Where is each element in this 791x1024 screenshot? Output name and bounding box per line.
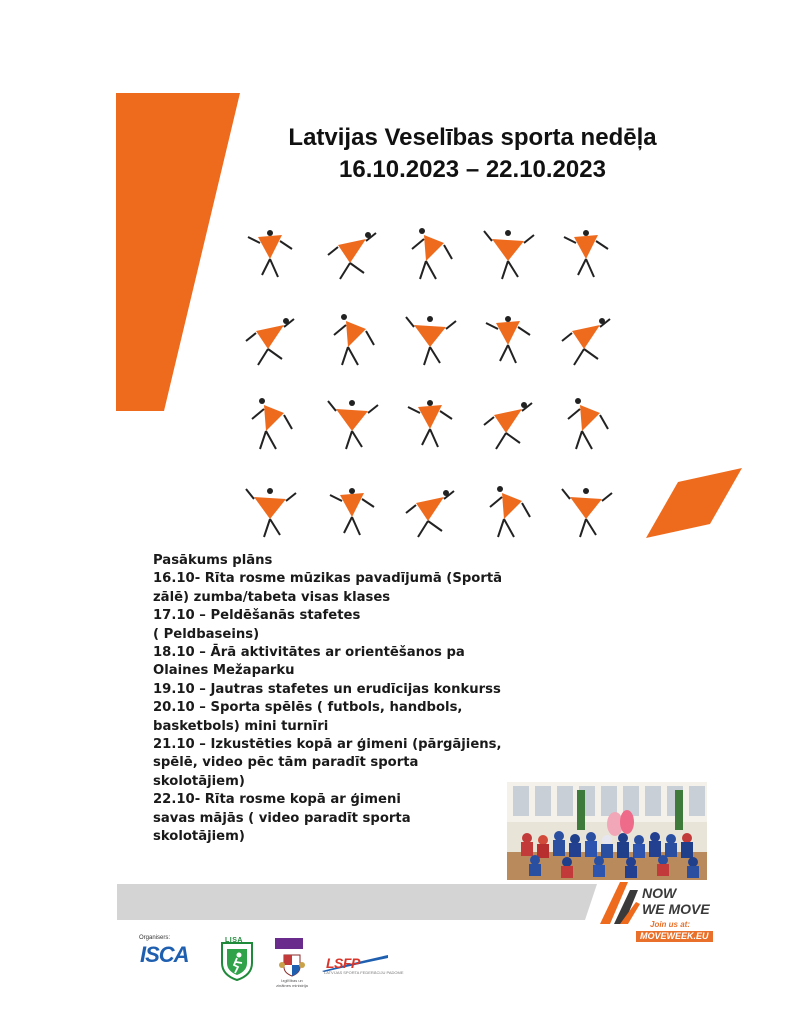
walker-icon bbox=[240, 483, 300, 543]
racket-player-icon bbox=[322, 483, 382, 543]
ministry-label: Izglītības un zinātnes ministrija bbox=[276, 978, 308, 988]
stairs-climber-icon bbox=[400, 395, 460, 455]
sport-pictograms-grid bbox=[240, 225, 620, 545]
title-dates: 16.10.2023 – 22.10.2023 bbox=[339, 156, 606, 183]
page-title bbox=[200, 122, 745, 186]
gray-banner-band bbox=[117, 884, 597, 920]
group-photo bbox=[507, 782, 707, 880]
sprinter-icon bbox=[240, 311, 300, 371]
schedule-line: spēlē, video pēc tām paradīt sporta bbox=[153, 755, 419, 771]
schedule-line: 17.10 – Peldēšanās stafetes bbox=[153, 608, 361, 624]
lsfp-logo: LSFP bbox=[326, 955, 360, 971]
moveweek-url-link[interactable]: MOVEWEEK.EU bbox=[636, 931, 713, 942]
schedule-line: savas mājās ( video paradīt sporta bbox=[153, 810, 411, 826]
schedule-line: 22.10- Rīta rosme kopā ar ģimeni bbox=[153, 792, 401, 808]
group-photo-image bbox=[507, 782, 707, 880]
ball-kicker-icon bbox=[478, 483, 538, 543]
organisers-label: Organisers: bbox=[139, 935, 171, 941]
football-pair-icon bbox=[400, 483, 460, 543]
dance-pair-icon bbox=[240, 225, 300, 285]
group-dance-icon bbox=[240, 395, 300, 455]
schedule-line: Olaines Mežaparku bbox=[153, 663, 295, 679]
join-us-label: Join us at: bbox=[650, 920, 691, 929]
hula-hoop-icon bbox=[400, 311, 460, 371]
badminton-player-icon bbox=[556, 311, 616, 371]
title-line-1: Latvijas Veselības sporta nedēļa bbox=[288, 124, 657, 151]
schedule-line: skolotājiem) bbox=[153, 773, 245, 789]
lisa-label: LISA bbox=[225, 937, 243, 944]
schedule-line: 21.10 – Izkustēties kopā ar ģimeni (pārgājiens, bbox=[153, 737, 502, 753]
isca-logo: ISCA bbox=[140, 942, 189, 967]
schedule-line: ( Peldbaseins) bbox=[153, 626, 260, 642]
schedule-line: 19.10 – Jautras stafetes un erudīcijas konkurss bbox=[153, 681, 501, 697]
orange-parallelogram-decoration bbox=[646, 468, 744, 540]
schedule-line: basketbols) mini turnīri bbox=[153, 718, 329, 734]
schedule-heading: Pasākums plāns bbox=[153, 553, 273, 568]
hurdler-icon bbox=[322, 311, 382, 371]
yoga-icon bbox=[556, 395, 616, 455]
schedule-line: zālē) zumba/tabeta visas klases bbox=[153, 589, 391, 605]
schedule-line: skolotājiem) bbox=[153, 829, 245, 845]
now-we-move-logo bbox=[600, 882, 730, 944]
now-label: NOW bbox=[642, 885, 677, 901]
schedule-line: 20.10 – Sporta spēlēs ( futbols, handbols, bbox=[153, 700, 463, 716]
schedule-line: 18.10 – Ārā aktivitātes ar orientēšanos pa bbox=[153, 645, 465, 661]
now-we-move-mark-icon bbox=[600, 882, 640, 926]
ministry-coat-of-arms-icon bbox=[274, 937, 310, 977]
nordic-walker-icon bbox=[556, 483, 616, 543]
wall-climber-icon bbox=[478, 395, 538, 455]
tennis-player-icon bbox=[478, 311, 538, 371]
schedule-list bbox=[153, 552, 543, 847]
jumping-jacks-icon bbox=[556, 225, 616, 285]
swimmer-icon bbox=[478, 225, 538, 285]
lsfp-subtitle: LATVIJAS SPORTA FEDERĀCIJU PADOME bbox=[324, 970, 404, 975]
rower-icon bbox=[322, 395, 382, 455]
runner-icon bbox=[322, 225, 382, 285]
schedule-line: 16.10- Rīta rosme mūzikas pavadījumā (Sportā bbox=[153, 571, 503, 587]
we-move-label: WE MOVE bbox=[642, 901, 710, 917]
stretch-icon bbox=[400, 225, 460, 285]
